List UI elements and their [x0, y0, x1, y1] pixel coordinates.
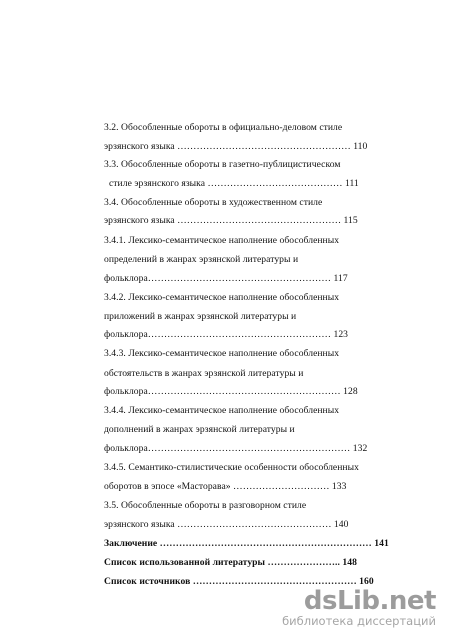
toc-line: дополнений в жанрах эрзянской литературы и	[104, 424, 295, 435]
watermark-tagline: библиотека диссертаций	[282, 614, 436, 628]
toc-line: эрзянского языка …………………………………………… 115	[104, 215, 358, 226]
toc-line: 3.4.3. Лексико-семантическое наполнение обособленных	[104, 348, 340, 359]
toc-line: 3.4.4. Лексико-семантическое наполнение обособленных	[104, 405, 340, 416]
toc-line: фольклора……………………………………………………… 132	[104, 443, 368, 454]
toc-line: 3.4.5. Семантико-стилистические особенности обособленных	[104, 462, 359, 473]
toc-line: Список использованной литературы ………………….. 148	[104, 557, 357, 568]
toc-line: приложений в жанрах эрзянской литературы и	[104, 311, 297, 322]
toc-line: оборотов в эпосе «Масторава» ………………………… 133	[104, 481, 347, 492]
toc-line: 3.4.2. Лексико-семантическое наполнение обособленных	[104, 292, 340, 303]
toc-line: 3.5. Обособленные обороты в разговорном стиле	[104, 500, 307, 511]
toc-line: обстоятельств в жанрах эрзянской литературы и	[104, 368, 304, 379]
toc-line: определений в жанрах эрзянской литературы и	[104, 254, 299, 265]
watermark	[282, 588, 436, 628]
toc-line: 3.4. Обособленные обороты в художественном стиле	[104, 197, 323, 208]
toc-line: фольклора………………………………………………… 123	[104, 329, 349, 340]
toc-line: 3.2. Обособленные обороты в официально-деловом стиле	[104, 122, 343, 133]
toc-line: 3.3. Обособленные обороты в газетно-публицистическом	[104, 159, 341, 170]
toc-line: эрзянского языка ………………………………………… 140	[104, 519, 349, 530]
watermark-logo: dsLib.net	[303, 586, 436, 616]
toc-line: Список источников …………………………………………… 160	[104, 576, 374, 587]
toc-line: эрзянского языка ……………………………………………… 110	[104, 141, 368, 152]
toc-line: Заключение ………………………………………………………… 141	[104, 538, 389, 549]
toc-line: стиле эрзянского языка …………………………………… 111	[109, 178, 359, 189]
toc-line: фольклора…………………………………………………… 128	[104, 386, 358, 397]
toc-line: 3.4.1. Лексико-семантическое наполнение обособленных	[104, 235, 340, 246]
toc-line: фольклора………………………………………………… 117	[104, 273, 348, 284]
